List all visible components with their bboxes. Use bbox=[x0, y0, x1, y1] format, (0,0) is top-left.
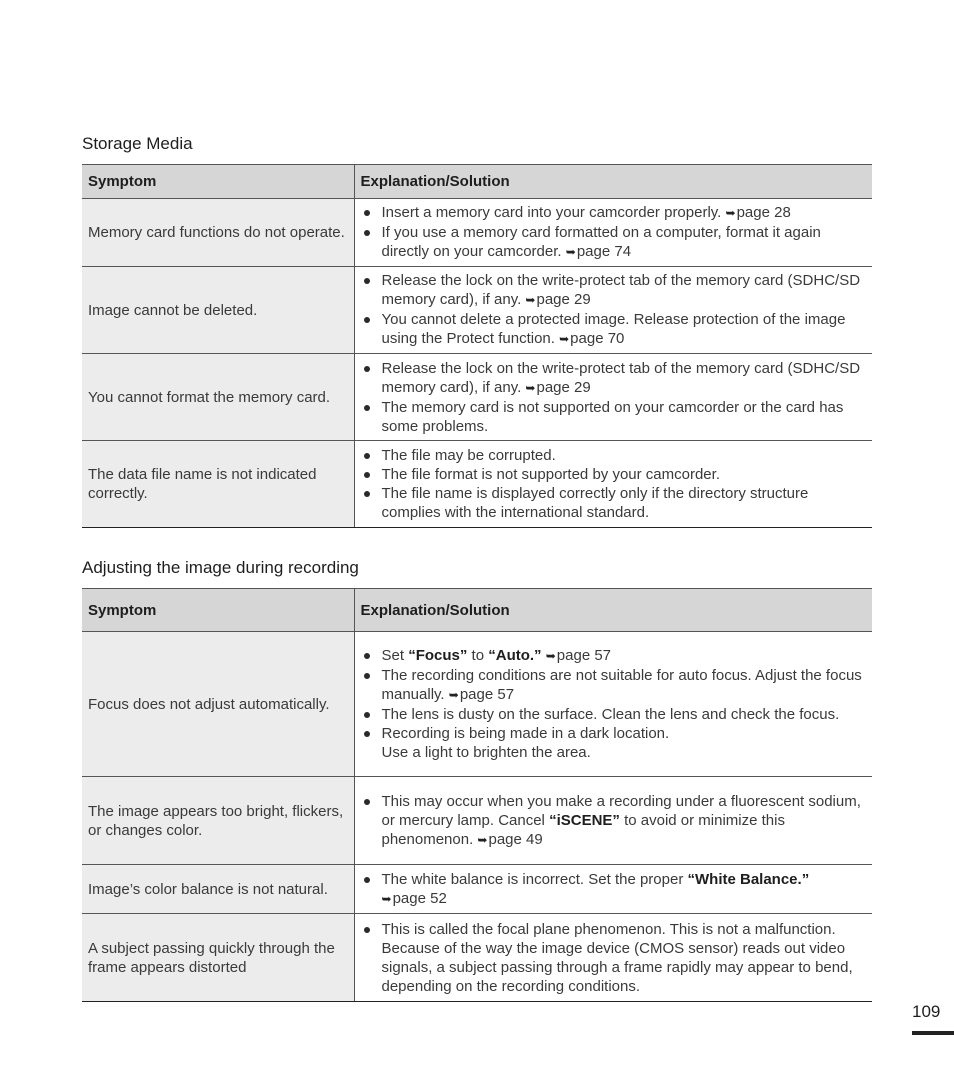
page-ref: page 52 bbox=[392, 889, 447, 907]
section-title-storage-media: Storage Media bbox=[82, 134, 193, 153]
list-item: Set “Focus” to “Auto.” ➥page 57 bbox=[361, 646, 867, 666]
page-ref-arrow-icon: ➥ bbox=[381, 891, 392, 906]
explanation-cell bbox=[354, 632, 872, 777]
page-ref: page 49 bbox=[488, 830, 543, 848]
symptom-cell: Memory card functions do not operate. bbox=[82, 199, 354, 267]
page-ref: page 28 bbox=[736, 204, 791, 221]
page-ref: page 29 bbox=[536, 378, 591, 396]
page-number: 109 bbox=[912, 1002, 941, 1021]
column-header-explanation: Explanation/Solution bbox=[354, 589, 872, 632]
page-ref-arrow-icon: ➥ bbox=[477, 832, 488, 847]
explanation-cell bbox=[354, 354, 872, 441]
page-ref: page 57 bbox=[459, 686, 515, 703]
page-ref-arrow-icon: ➥ bbox=[559, 332, 570, 346]
table-row bbox=[82, 632, 872, 777]
page-ref-arrow-icon: ➥ bbox=[565, 245, 576, 259]
explanation-cell bbox=[354, 267, 872, 354]
explanation-cell bbox=[354, 199, 872, 267]
iscene-label: “iSCENE” bbox=[549, 811, 620, 829]
page-ref-arrow-icon: ➥ bbox=[545, 649, 556, 663]
table-header-row bbox=[82, 165, 872, 199]
symptom-cell: The data file name is not indicated correctly. bbox=[82, 441, 354, 528]
column-header-symptom: Symptom bbox=[82, 165, 354, 199]
explanation-cell bbox=[354, 777, 872, 865]
table-row bbox=[82, 267, 872, 354]
page-ref-arrow-icon: ➥ bbox=[525, 380, 536, 395]
table-header-row bbox=[82, 589, 872, 632]
column-header-symptom: Symptom bbox=[82, 589, 354, 632]
list-item: The memory card is not supported on your camcorder or the card has some problems. bbox=[361, 398, 867, 436]
list-item: You cannot delete a protected image. Release protection of the image using the Protect function. ➥page 70 bbox=[361, 310, 867, 349]
page-ref-arrow-icon: ➥ bbox=[448, 688, 459, 702]
explanation-cell bbox=[354, 914, 872, 1002]
list-item: The recording conditions are not suitable for auto focus. Adjust the focus manually. ➥page 57 bbox=[361, 666, 867, 705]
symptom-cell: Image’s color balance is not natural. bbox=[82, 865, 354, 914]
list-item: The white balance is incorrect. Set the proper “White Balance.” ➥page 52 bbox=[361, 870, 867, 909]
table-row bbox=[82, 354, 872, 441]
symptom-cell: You cannot format the memory card. bbox=[82, 354, 354, 441]
page-ref: page 74 bbox=[576, 243, 632, 260]
list-item: The file format is not supported by your camcorder. bbox=[361, 465, 867, 484]
symptom-cell: Focus does not adjust automatically. bbox=[82, 632, 354, 777]
page-number-rule bbox=[912, 1031, 954, 1035]
list-item: The file may be corrupted. bbox=[361, 446, 867, 465]
page-ref-arrow-icon: ➥ bbox=[525, 293, 536, 307]
explanation-cell bbox=[354, 441, 872, 528]
symptom-cell: The image appears too bright, flickers, or changes color. bbox=[82, 777, 354, 865]
symptom-cell: Image cannot be deleted. bbox=[82, 267, 354, 354]
list-item: Recording is being made in a dark location. Use a light to brighten the area. bbox=[361, 724, 867, 762]
list-item: Release the lock on the write-protect tab of the memory card (SDHC/SD memory card), if any. ➥page 29 bbox=[361, 359, 867, 398]
table-row bbox=[82, 865, 872, 914]
table-row bbox=[82, 777, 872, 865]
list-item: The file name is displayed correctly only if the directory structure complies with the international standard. bbox=[361, 484, 867, 522]
symptom-cell: A subject passing quickly through the frame appears distorted bbox=[82, 914, 354, 1002]
list-item: Insert a memory card into your camcorder properly. ➥page 28 bbox=[361, 203, 867, 223]
table-row bbox=[82, 441, 872, 528]
section-title-adjusting-image: Adjusting the image during recording bbox=[82, 558, 359, 577]
list-item: This may occur when you make a recording under a fluorescent sodium, or mercury lamp. Cancel “iSCENE” to avoid or minimize this phenomenon. ➥page 49 bbox=[361, 792, 867, 850]
storage-media-table bbox=[82, 164, 872, 528]
list-item: Release the lock on the write-protect tab of the memory card (SDHC/SD memory card), if any. ➥page 29 bbox=[361, 271, 867, 310]
page-ref: page 70 bbox=[570, 330, 625, 347]
list-item: This is called the focal plane phenomenon. This is not a malfunction. Because of the way the image device (CMOS sensor) reads out video signals, a subject passing through a frame rapidly may appear to bend, depending on the recording conditions. bbox=[361, 920, 867, 996]
list-item: If you use a memory card formatted on a computer, format it again directly on your camcorder. ➥page 74 bbox=[361, 223, 867, 262]
page-ref: page 29 bbox=[536, 291, 591, 308]
page-ref: page 57 bbox=[556, 647, 612, 664]
page-ref-arrow-icon: ➥ bbox=[725, 206, 736, 220]
adjusting-image-table bbox=[82, 588, 872, 1002]
table-row bbox=[82, 914, 872, 1002]
table-row bbox=[82, 199, 872, 267]
list-item: The lens is dusty on the surface. Clean the lens and check the focus. bbox=[361, 705, 867, 724]
explanation-cell bbox=[354, 865, 872, 914]
column-header-explanation: Explanation/Solution bbox=[354, 165, 872, 199]
